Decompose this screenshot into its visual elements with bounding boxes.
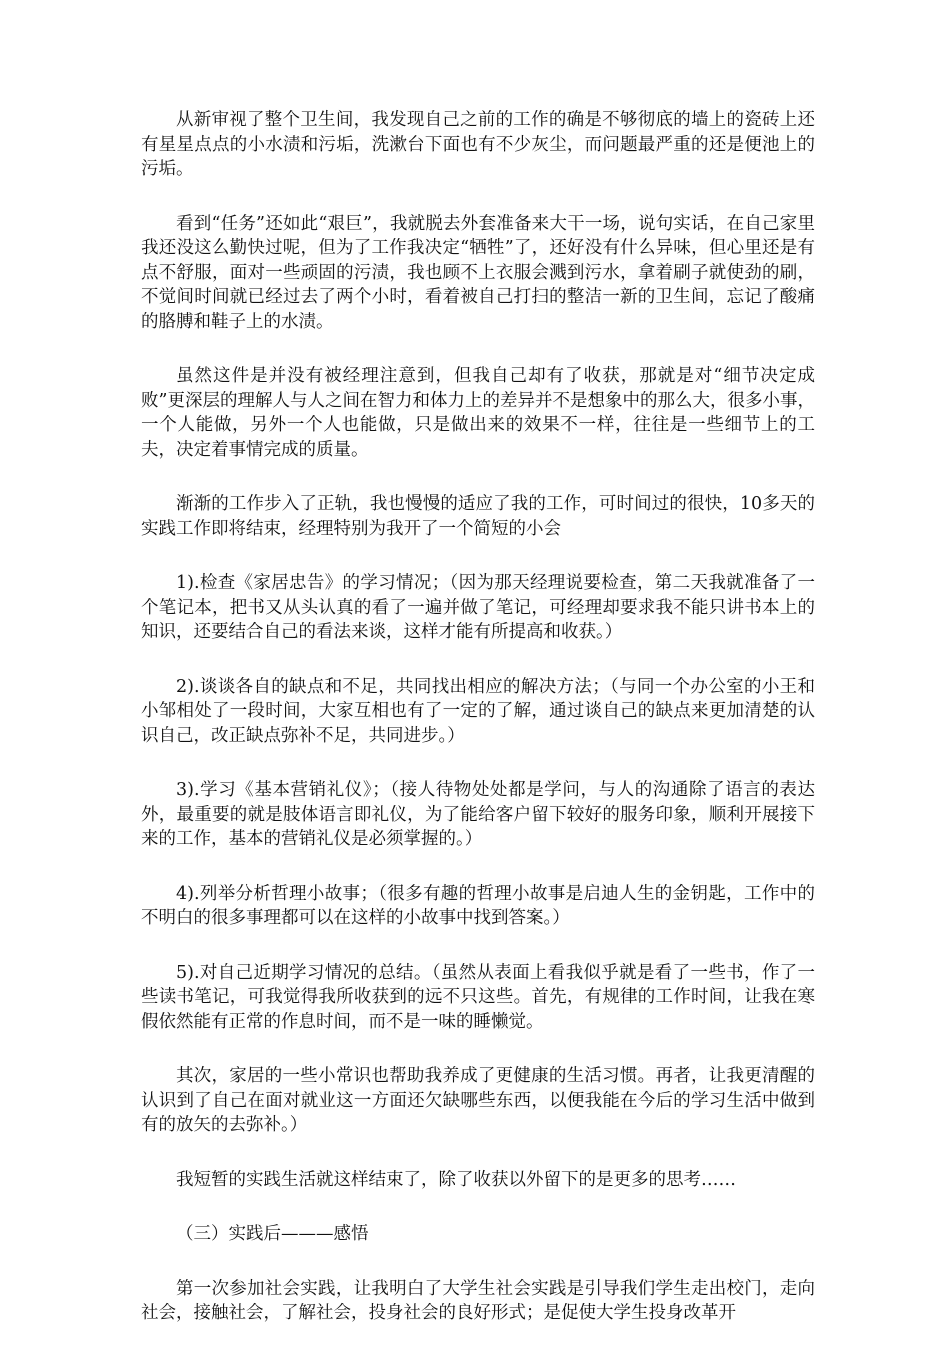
document-page xyxy=(141,108,815,1356)
paragraph: 第一次参加社会实践，让我明白了大学生社会实践是引导我们学生走出校门，走向社会，接触社会，了解社会，投身社会的良好形式；是促使大学生投身改革开 xyxy=(141,1278,815,1323)
paragraph: 渐渐的工作步入了正轨，我也慢慢的适应了我的工作，可时间过的很快，10多天的实践工作即将结束，经理特别为我开了一个简短的小会 xyxy=(141,494,815,539)
paragraph: 我短暂的实践生活就这样结束了，除了收获以外留下的是更多的思考…… xyxy=(176,1169,736,1190)
paragraph: 1).检查《家居忠告》的学习情况；（因为那天经理说要检查，第二天我就准备了一个笔记本，把书又从头认真的看了一遍并做了笔记，可经理却要求我不能只讲书本上的知识，还要结合自己的看法来谈，这样才能有所提高和收获。） xyxy=(141,573,815,642)
paragraph: 其次，家居的一些小常识也帮助我养成了更健康的生活习惯。再者，让我更清醒的认识到了自己在面对就业这一方面还欠缺哪些东西，以便我能在今后的学习生活中做到有的放矢的去弥补。） xyxy=(141,1066,815,1135)
paragraph: 4).列举分析哲理小故事；（很多有趣的哲理小故事是启迪人生的金钥匙，工作中的不明白的很多事理都可以在这样的小故事中找到答案。） xyxy=(141,883,815,928)
paragraph: 从新审视了整个卫生间，我发现自己之前的工作的确是不够彻底的墙上的瓷砖上还有星星点点的小水渍和污垢，洗漱台下面也有不少灰尘，而问题最严重的还是便池上的污垢。 xyxy=(141,110,815,179)
section-heading: （三）实践后———感悟 xyxy=(176,1224,369,1244)
paragraph: 看到“任务”还如此“艰巨”，我就脱去外套准备来大干一场，说句实话，在自己家里我还没这么勤快过呢，但为了工作我决定“牺牲”了，还好没有什么异味，但心里还是有点不舒服，面对一些顽固的污渍，我也顾不上衣服会溅到污水，拿着刷子就使劲的刷，不觉间时间就已经过去了两个小时，看着被自己打扫的整洁一新的卫生间，忘记了酸痛的胳膊和鞋子上的水渍。 xyxy=(141,213,815,332)
paragraph: 3).学习《基本营销礼仪》；（接人待物处处都是学问，与人的沟通除了语言的表达外，最重要的就是肢体语言即礼仪，为了能给客户留下较好的服务印象，顺利开展接下来的工作，基本的营销礼仪是必须掌握的。） xyxy=(141,780,815,849)
paragraph: 2).谈谈各自的缺点和不足，共同找出相应的解决方法；（与同一个办公室的小王和小邹相处了一段时间，大家互相也有了一定的了解，通过谈自己的缺点来更加清楚的认识自己，改正缺点弥补不足，共同进步。） xyxy=(141,676,815,746)
paragraph: 虽然这件是并没有被经理注意到，但我自己却有了收获，那就是对“细节决定成败”更深层的理解人与人之间在智力和体力上的差异并不是想象中的那么大，很多小事，一个人能做，另外一个人也能做，只是做出来的效果不一样，往往是一些细节上的工夫，决定着事情完成的质量。 xyxy=(141,366,815,460)
paragraph: 5).对自己近期学习情况的总结。（虽然从表面上看我似乎就是看了一些书，作了一些读书笔记，可我觉得我所收获到的远不只这些。首先，有规律的工作时间，让我在寒假依然能有正常的作息时间，而不是一味的睡懒觉。 xyxy=(141,962,815,1032)
